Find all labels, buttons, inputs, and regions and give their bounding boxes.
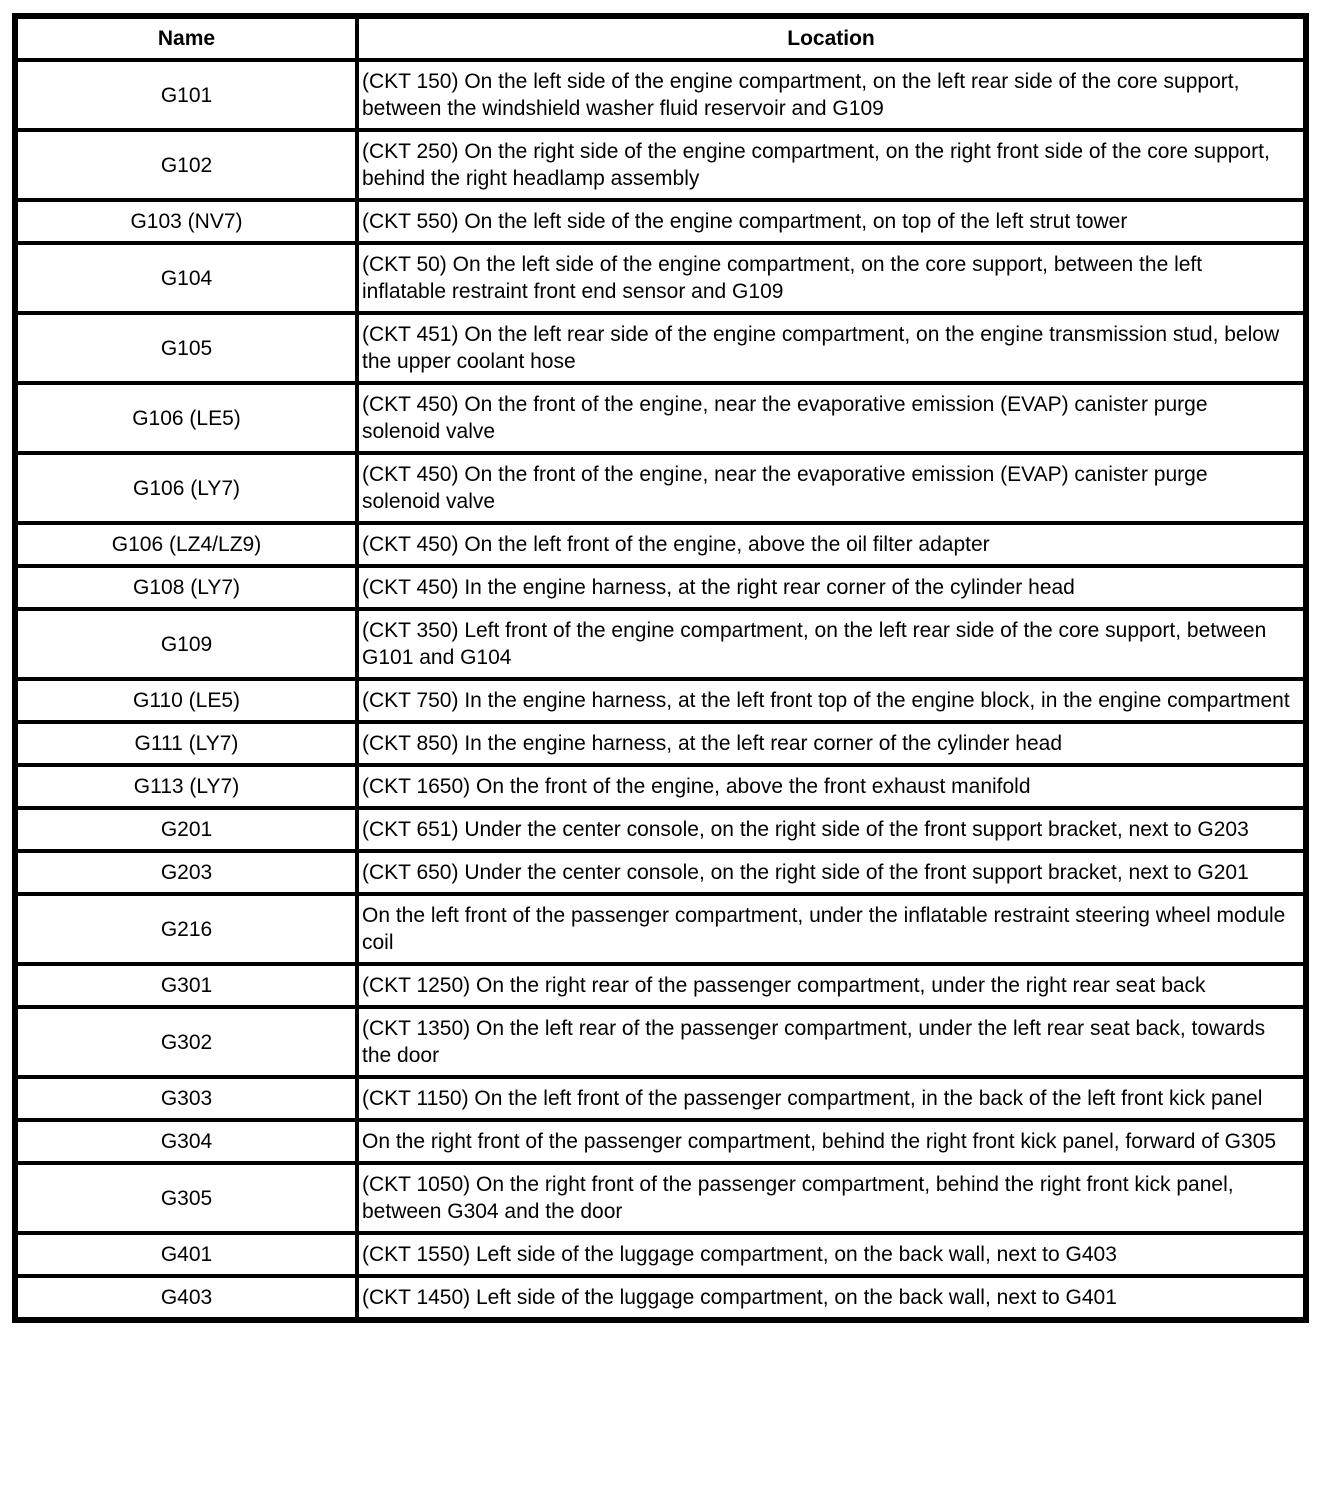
- location-column-header: Location: [357, 16, 1306, 60]
- table-row: [15, 60, 1306, 130]
- table-row: [15, 722, 1306, 765]
- table-row: [15, 453, 1306, 523]
- ground-location-cell: On the left front of the passenger compartment, under the inflatable restraint steering wheel module coil: [357, 894, 1306, 964]
- table-row: [15, 609, 1306, 679]
- ground-location-cell: (CKT 150) On the left side of the engine compartment, on the left rear side of the core support, between the windshield washer fluid reservoir and G109: [357, 60, 1306, 130]
- ground-location-cell: (CKT 1350) On the left rear of the passenger compartment, under the left rear seat back, towards the door: [357, 1007, 1306, 1077]
- ground-location-cell: (CKT 1050) On the right front of the passenger compartment, behind the right front kick panel, between G304 and the door: [357, 1163, 1306, 1233]
- ground-location-cell: (CKT 50) On the left side of the engine compartment, on the core support, between the left inflatable restraint front end sensor and G109: [357, 243, 1306, 313]
- ground-name-cell: G108 (LY7): [15, 566, 357, 609]
- ground-name-cell: G301: [15, 964, 357, 1007]
- ground-name-cell: G106 (LE5): [15, 383, 357, 453]
- ground-name-cell: G305: [15, 1163, 357, 1233]
- table-row: [15, 1276, 1306, 1320]
- name-column-header: Name: [15, 16, 357, 60]
- table-body: [15, 60, 1306, 1320]
- ground-name-cell: G106 (LY7): [15, 453, 357, 523]
- ground-location-cell: (CKT 750) In the engine harness, at the left front top of the engine block, in the engine compartment: [357, 679, 1306, 722]
- table-row: [15, 765, 1306, 808]
- ground-location-cell: (CKT 850) In the engine harness, at the left rear corner of the cylinder head: [357, 722, 1306, 765]
- ground-name-cell: G102: [15, 130, 357, 200]
- table-row: [15, 200, 1306, 243]
- table-row: [15, 964, 1306, 1007]
- ground-location-cell: (CKT 1650) On the front of the engine, above the front exhaust manifold: [357, 765, 1306, 808]
- ground-name-cell: G113 (LY7): [15, 765, 357, 808]
- ground-name-cell: G111 (LY7): [15, 722, 357, 765]
- ground-name-cell: G303: [15, 1077, 357, 1120]
- ground-name-cell: G103 (NV7): [15, 200, 357, 243]
- ground-name-cell: G101: [15, 60, 357, 130]
- ground-locations-table: [12, 13, 1309, 1323]
- ground-name-cell: G216: [15, 894, 357, 964]
- ground-name-cell: G110 (LE5): [15, 679, 357, 722]
- ground-location-cell: (CKT 450) In the engine harness, at the right rear corner of the cylinder head: [357, 566, 1306, 609]
- table-row: [15, 523, 1306, 566]
- ground-location-cell: (CKT 1450) Left side of the luggage compartment, on the back wall, next to G401: [357, 1276, 1306, 1320]
- ground-location-cell: (CKT 450) On the front of the engine, near the evaporative emission (EVAP) canister purge solenoid valve: [357, 383, 1306, 453]
- table-row: [15, 1163, 1306, 1233]
- ground-name-cell: G106 (LZ4/LZ9): [15, 523, 357, 566]
- ground-location-cell: (CKT 1550) Left side of the luggage compartment, on the back wall, next to G403: [357, 1233, 1306, 1276]
- ground-location-cell: (CKT 1150) On the left front of the passenger compartment, in the back of the left front kick panel: [357, 1077, 1306, 1120]
- header-row: [15, 16, 1306, 60]
- table-row: [15, 1077, 1306, 1120]
- table-header: [15, 16, 1306, 60]
- table-row: [15, 1007, 1306, 1077]
- ground-location-cell: (CKT 650) Under the center console, on the right side of the front support bracket, next to G201: [357, 851, 1306, 894]
- table-row: [15, 566, 1306, 609]
- ground-location-cell: On the right front of the passenger compartment, behind the right front kick panel, forward of G305: [357, 1120, 1306, 1163]
- table-row: [15, 130, 1306, 200]
- table-row: [15, 851, 1306, 894]
- ground-location-cell: (CKT 550) On the left side of the engine compartment, on top of the left strut tower: [357, 200, 1306, 243]
- table-row: [15, 243, 1306, 313]
- table-row: [15, 1233, 1306, 1276]
- ground-location-cell: (CKT 1250) On the right rear of the passenger compartment, under the right rear seat back: [357, 964, 1306, 1007]
- ground-location-cell: (CKT 450) On the front of the engine, near the evaporative emission (EVAP) canister purge solenoid valve: [357, 453, 1306, 523]
- ground-location-cell: (CKT 450) On the left front of the engine, above the oil filter adapter: [357, 523, 1306, 566]
- ground-name-cell: G401: [15, 1233, 357, 1276]
- ground-name-cell: G403: [15, 1276, 357, 1320]
- ground-location-cell: (CKT 350) Left front of the engine compartment, on the left rear side of the core support, between G101 and G104: [357, 609, 1306, 679]
- ground-name-cell: G302: [15, 1007, 357, 1077]
- table-row: [15, 383, 1306, 453]
- ground-location-cell: (CKT 651) Under the center console, on the right side of the front support bracket, next to G203: [357, 808, 1306, 851]
- table-row: [15, 1120, 1306, 1163]
- ground-name-cell: G109: [15, 609, 357, 679]
- ground-location-cell: (CKT 451) On the left rear side of the engine compartment, on the engine transmission stud, below the upper coolant hose: [357, 313, 1306, 383]
- ground-name-cell: G203: [15, 851, 357, 894]
- table-row: [15, 313, 1306, 383]
- ground-name-cell: G201: [15, 808, 357, 851]
- ground-name-cell: G304: [15, 1120, 357, 1163]
- table-row: [15, 894, 1306, 964]
- ground-name-cell: G105: [15, 313, 357, 383]
- ground-name-cell: G104: [15, 243, 357, 313]
- table-row: [15, 808, 1306, 851]
- ground-location-cell: (CKT 250) On the right side of the engine compartment, on the right front side of the core support, behind the right headlamp assembly: [357, 130, 1306, 200]
- table-row: [15, 679, 1306, 722]
